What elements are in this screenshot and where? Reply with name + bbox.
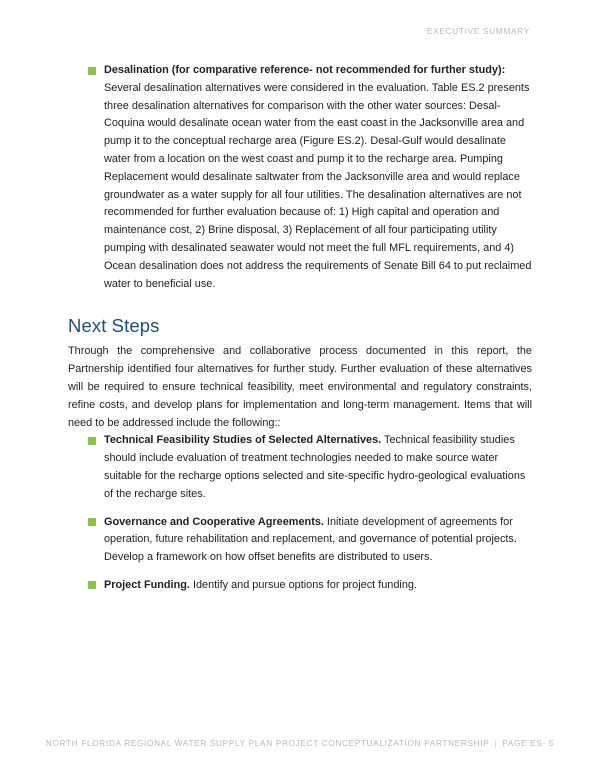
- bullet-lead-text: Project Funding.: [104, 578, 190, 591]
- page-content: [68, 62, 532, 595]
- bullet-lead-text: Desalination (for comparative reference- not recommended for further study):: [104, 64, 506, 76]
- bullet-body-text: Initiate development of agreements for operation, future rehabilitation and replacement, and governance of potential projects. Develop a framework on how offset benefits are distributed to users.: [104, 515, 517, 564]
- footer-page-number: PAGE ES- 5: [502, 739, 555, 748]
- bullet-lead-text: Governance and Cooperative Agreements.: [104, 515, 324, 528]
- list-item: [68, 62, 532, 293]
- running-footer: [0, 739, 600, 748]
- footer-organization: NORTH FLORIDA REGIONAL WATER SUPPLY PLAN PROJECT CONCEPTUALIZATION PARTNERSHIP: [45, 739, 490, 748]
- bullet-lead-text: Technical Feasibility Studies of Selected Alternatives.: [104, 434, 382, 447]
- bullet-body-text: Identify and pursue options for project funding.: [189, 578, 417, 591]
- section-heading-next-steps: Next Steps: [68, 315, 160, 337]
- green-square-bullet-icon: [88, 581, 96, 589]
- green-square-bullet-icon: [88, 437, 96, 445]
- footer-separator: |: [494, 739, 498, 748]
- running-header-title: EXECUTIVE SUMMARY: [426, 27, 530, 36]
- running-header: [68, 27, 530, 36]
- green-square-bullet-icon: [88, 518, 96, 526]
- list-item: [68, 577, 532, 595]
- list-item: [68, 514, 532, 567]
- next-steps-bullet-list: [68, 432, 532, 594]
- bullet-body-text: Several desalination alternatives were considered in the evaluation. Table ES.2 presents three desalination alternatives for comparison with the other water sources: Desal-Coquina would desalinate ocean water from the east coast in the Jacksonville area and pump it to the conceptual recharge area (Figure ES.2). Desal-Gulf would desalinate water from a location on the west coast and pump it to the recharge area. Pumping Replacement would desalinate saltwater from the Jacksonville area and would replace groundwater as a water supply for all four utilities. The desalination alternatives are not recommended for further evaluation because of: 1) High capital and operation and maintenance cost, 2) Brine disposal, 3) Replacement of all four participating utility pumping with desalinated seawater would not meet the full MFL requirements, and 4) Ocean desalination does not address the requirements of Senate Bill 64 to put reclaimed water to beneficial use.: [104, 81, 532, 290]
- desalination-bullet-list: [68, 62, 532, 293]
- next-steps-paragraph: Through the comprehensive and collaborative process documented in this report, the Partnership identified four alternatives for further study. Further evaluation of these alternatives will be required to ensure technical feasibility, meet environmental and regulatory constraints, refine costs, and develop plans for implementation and long-term management. Items that will need to be addressed include the following::: [68, 345, 532, 429]
- bullet-body-text: Technical feasibility studies should include evaluation of treatment technologies needed to make source water suitable for the recharge options selected and site-specific hydro-geological evaluations of the recharge sites.: [104, 434, 526, 500]
- list-item: [68, 432, 532, 503]
- green-square-bullet-icon: [88, 67, 96, 75]
